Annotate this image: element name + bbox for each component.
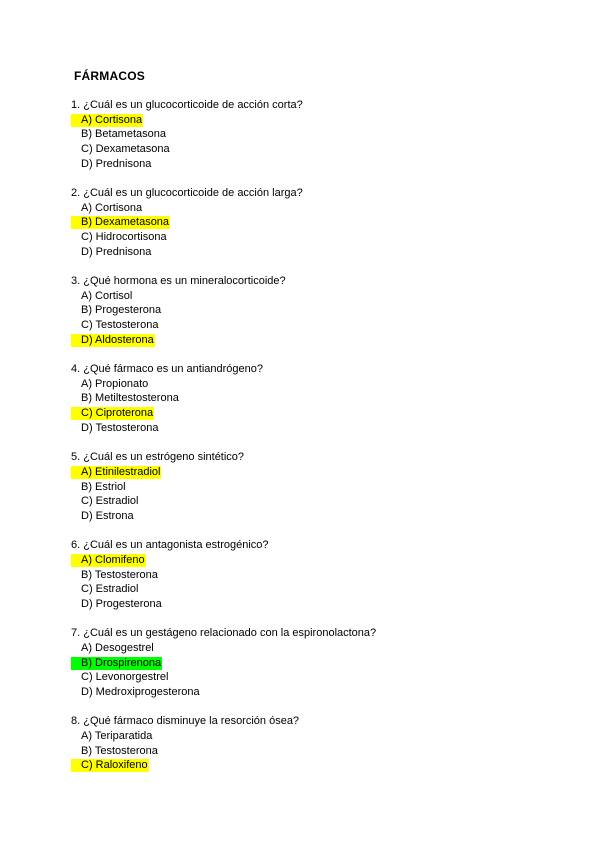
answer-text: D) Prednisona [81,157,152,170]
answer-option [71,215,571,230]
answer-option [71,127,571,142]
highlighted-answer: A) Etinilestradiol [71,466,161,479]
answer-option [71,421,571,436]
question-text: 5. ¿Cuál es un estrógeno sintético? [71,451,245,464]
answer-option [71,289,571,304]
answer-option [71,656,571,671]
question-text: 8. ¿Qué fármaco disminuye la resorción ósea? [71,715,300,728]
answer-text: B) Estriol [81,480,126,493]
answer-option [71,245,571,260]
answer-option [71,685,571,700]
answer-text: B) Testosterona [81,744,158,757]
answer-option [71,553,571,568]
answer-option [71,318,571,333]
answer-option [71,465,571,480]
answer-text: D) Medroxiprogesterona [81,685,200,698]
highlighted-answer: B) Dexametasona [71,216,170,229]
question-text: 3. ¿Qué hormona es un mineralocorticoide? [71,275,286,288]
answer-option [71,582,571,597]
question-text: 2. ¿Cuál es un glucocorticoide de acción larga? [71,187,303,200]
answer-text: A) Propionato [81,377,149,390]
question-text: 4. ¿Qué fármaco es un antiandrógeno? [71,363,264,376]
answer-option [71,157,571,172]
highlighted-answer: A) Clomifeno [71,554,146,567]
answer-option [71,142,571,157]
highlighted-answer: B) Drospirenona [71,657,162,670]
answer-text: A) Desogestrel [81,641,154,654]
answer-text: B) Progesterona [81,304,162,317]
answer-text: A) Teriparatida [81,729,153,742]
answer-option [71,201,571,216]
answer-text: C) Hidrocortisona [81,231,167,244]
answer-text: A) Cortisona [81,201,143,214]
answer-option [71,744,571,759]
answer-option [71,670,571,685]
answer-text: C) Levonorgestrel [81,671,169,684]
answer-text: C) Estradiol [81,583,139,596]
question-block [71,538,571,611]
highlighted-answer: D) Aldosterona [71,334,155,347]
answer-option [71,641,571,656]
answer-text: D) Prednisona [81,245,152,258]
document-title: FÁRMACOS [74,69,145,83]
question-block [71,362,571,435]
question-block [71,714,571,773]
answer-option [71,494,571,509]
highlighted-answer: C) Raloxifeno [71,759,149,772]
answer-text: C) Testosterona [81,319,159,332]
answer-text: C) Estradiol [81,495,139,508]
answer-option [71,729,571,744]
answer-option [71,230,571,245]
answer-option [71,377,571,392]
answer-option [71,568,571,583]
answer-option [71,509,571,524]
highlighted-answer: C) Ciproterona [71,407,154,420]
answer-text: B) Betametasona [81,128,166,141]
answer-text: B) Metiltestosterona [81,392,179,405]
question-list [71,98,571,788]
answer-option [71,113,571,128]
answer-text: D) Testosterona [81,421,159,434]
answer-option [71,303,571,318]
answer-text: C) Dexametasona [81,143,170,156]
question-block [71,98,571,171]
question-text: 1. ¿Cuál es un glucocorticoide de acción corta? [71,99,303,111]
answer-text: A) Cortisol [81,289,133,302]
question-block [71,626,571,699]
question-text: 7. ¿Cuál es un gestágeno relacionado con la espironolactona? [71,627,377,640]
answer-text: D) Progesterona [81,597,162,610]
answer-option [71,758,571,773]
question-block [71,186,571,259]
question-block [71,274,571,347]
question-block [71,450,571,523]
question-text: 6. ¿Cuál es un antagonista estrogénico? [71,539,269,552]
highlighted-answer: A) Cortisona [71,114,143,127]
answer-option [71,333,571,348]
answer-option [71,480,571,495]
answer-text: D) Estrona [81,509,134,522]
answer-text: B) Testosterona [81,568,158,581]
answer-option [71,391,571,406]
answer-option [71,597,571,612]
answer-option [71,406,571,421]
